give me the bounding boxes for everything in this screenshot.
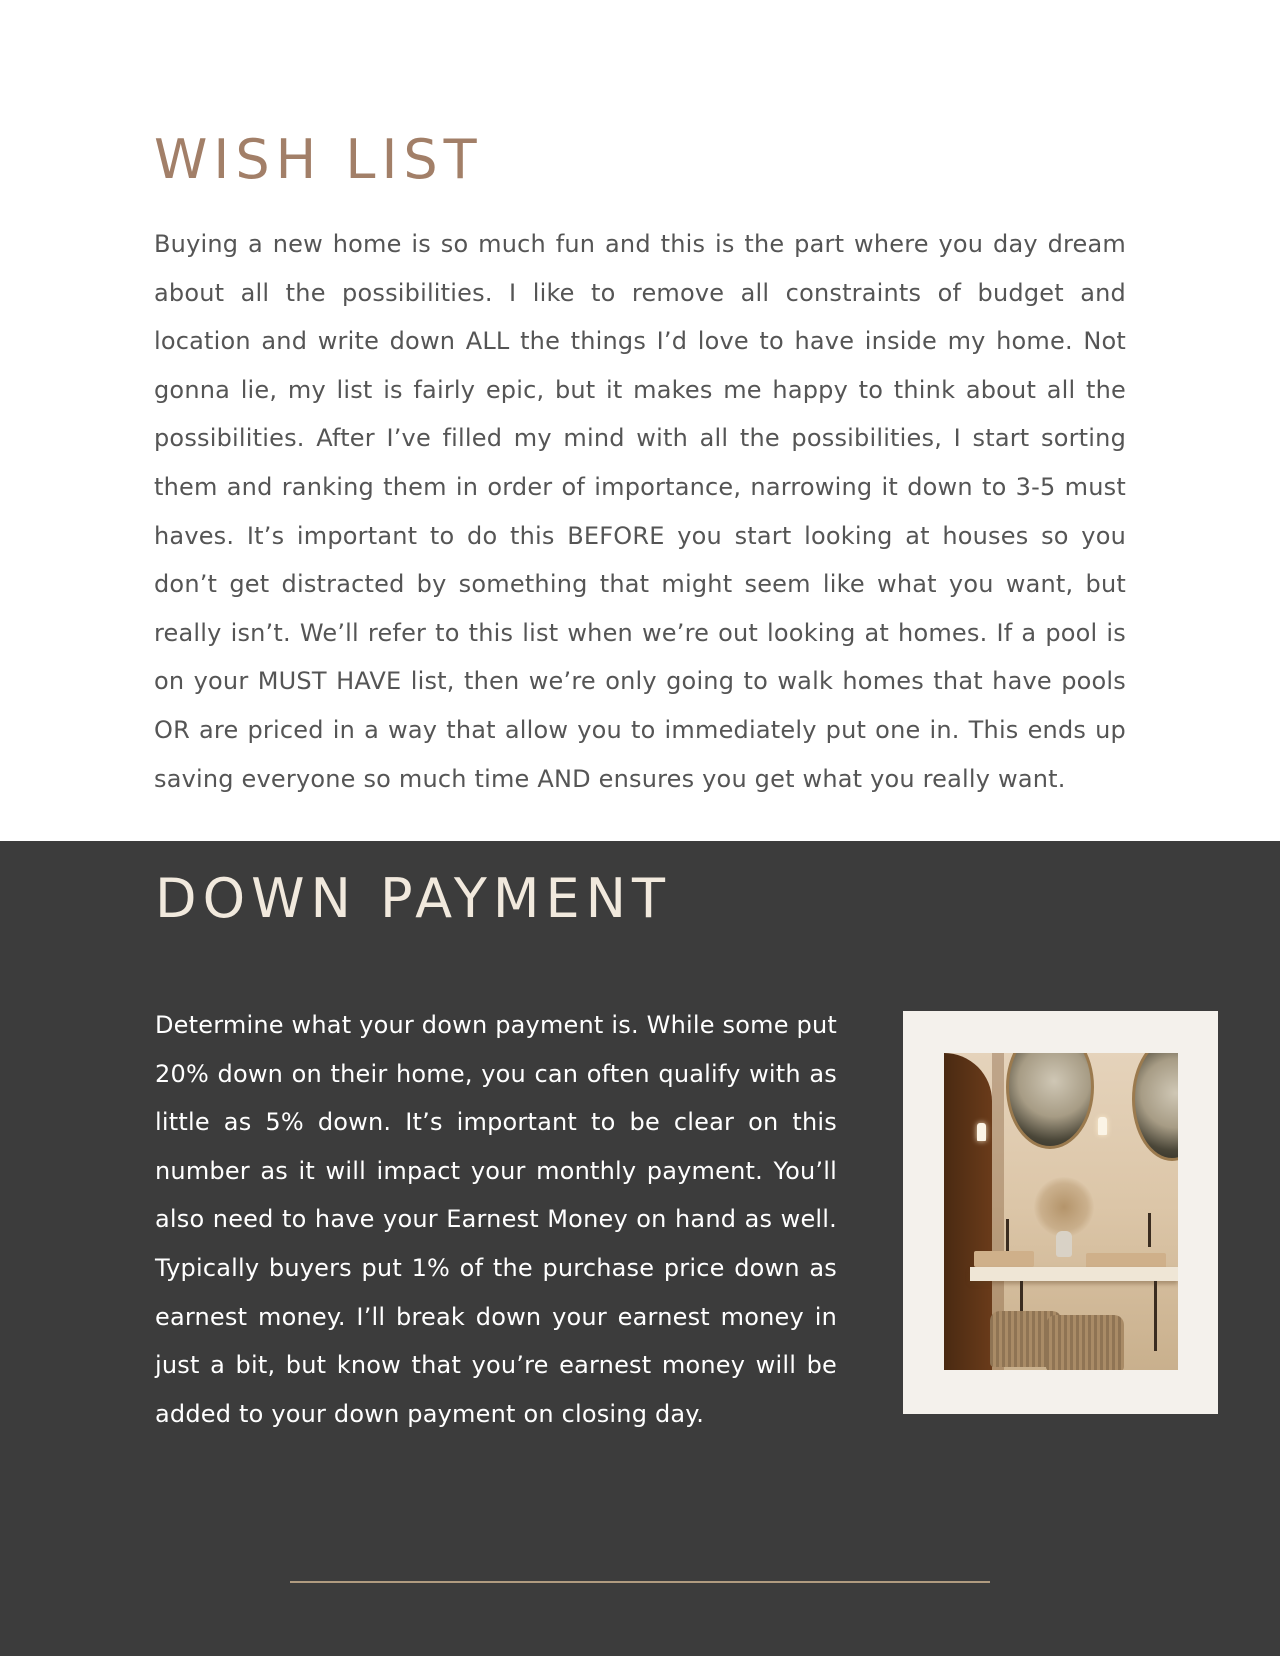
photo-frame	[903, 1011, 1218, 1414]
photo-basket-right	[1046, 1315, 1124, 1370]
photo-vanity-shelf	[970, 1267, 1178, 1281]
photo-vase	[1056, 1231, 1072, 1257]
photo-mirror-right	[1132, 1053, 1178, 1161]
photo-sink-left	[974, 1251, 1034, 1267]
photo-sconce-right	[1098, 1117, 1107, 1135]
photo-archway	[944, 1053, 992, 1370]
wish-list-title: WISH LIST	[154, 128, 483, 191]
photo-mirror-left	[1006, 1053, 1094, 1149]
down-payment-title: DOWN PAYMENT	[155, 867, 671, 930]
photo-sconce-left	[977, 1123, 986, 1141]
bottom-divider	[290, 1581, 990, 1583]
photo-dried-flowers	[1034, 1177, 1094, 1237]
down-payment-body: Determine what your down payment is. While some put 20% down on their home, you can often qualify with as little as 5% down. It’s important to be clear on this number as it will impact your monthly payment. You’ll also need to have your Earnest Money on hand as well. Typically buyers put 1% of the purchase price down as earnest money. I’ll break down your earnest money in just a bit, but know that you’re earnest money will be added to your down payment on closing day.	[155, 1011, 837, 1428]
photo-faucet-right	[1148, 1213, 1151, 1247]
bathroom-vanity-photo	[944, 1053, 1178, 1370]
photo-pipe-right	[1154, 1281, 1157, 1351]
wish-list-body: Buying a new home is so much fun and this is the part where you day dream about all the possibilities. I like to remove all constraints of budget and location and write down ALL the things I’d love to have inside my home. Not gonna lie, my list is fairly epic, but it makes me happy to think about all the possibilities. After I’ve filled my mind with all the possibilities, I start sorting them and ranking them in order of importance, narrowing it down to 3-5 must haves. It’s important to do this BEFORE you start looking at houses so you don’t get distracted by something that might seem like what you want, but really isn’t. We’ll refer to this list when we’re out looking at homes. If a pool is on your MUST HAVE list, then we’re only going to walk homes that have pools OR are priced in a way that allow you to immediately put one in. This ends up saving everyone so much time AND ensures you get what you really want.	[154, 230, 1126, 793]
down-payment-section	[0, 841, 1280, 1656]
photo-faucet-left	[1006, 1219, 1009, 1253]
